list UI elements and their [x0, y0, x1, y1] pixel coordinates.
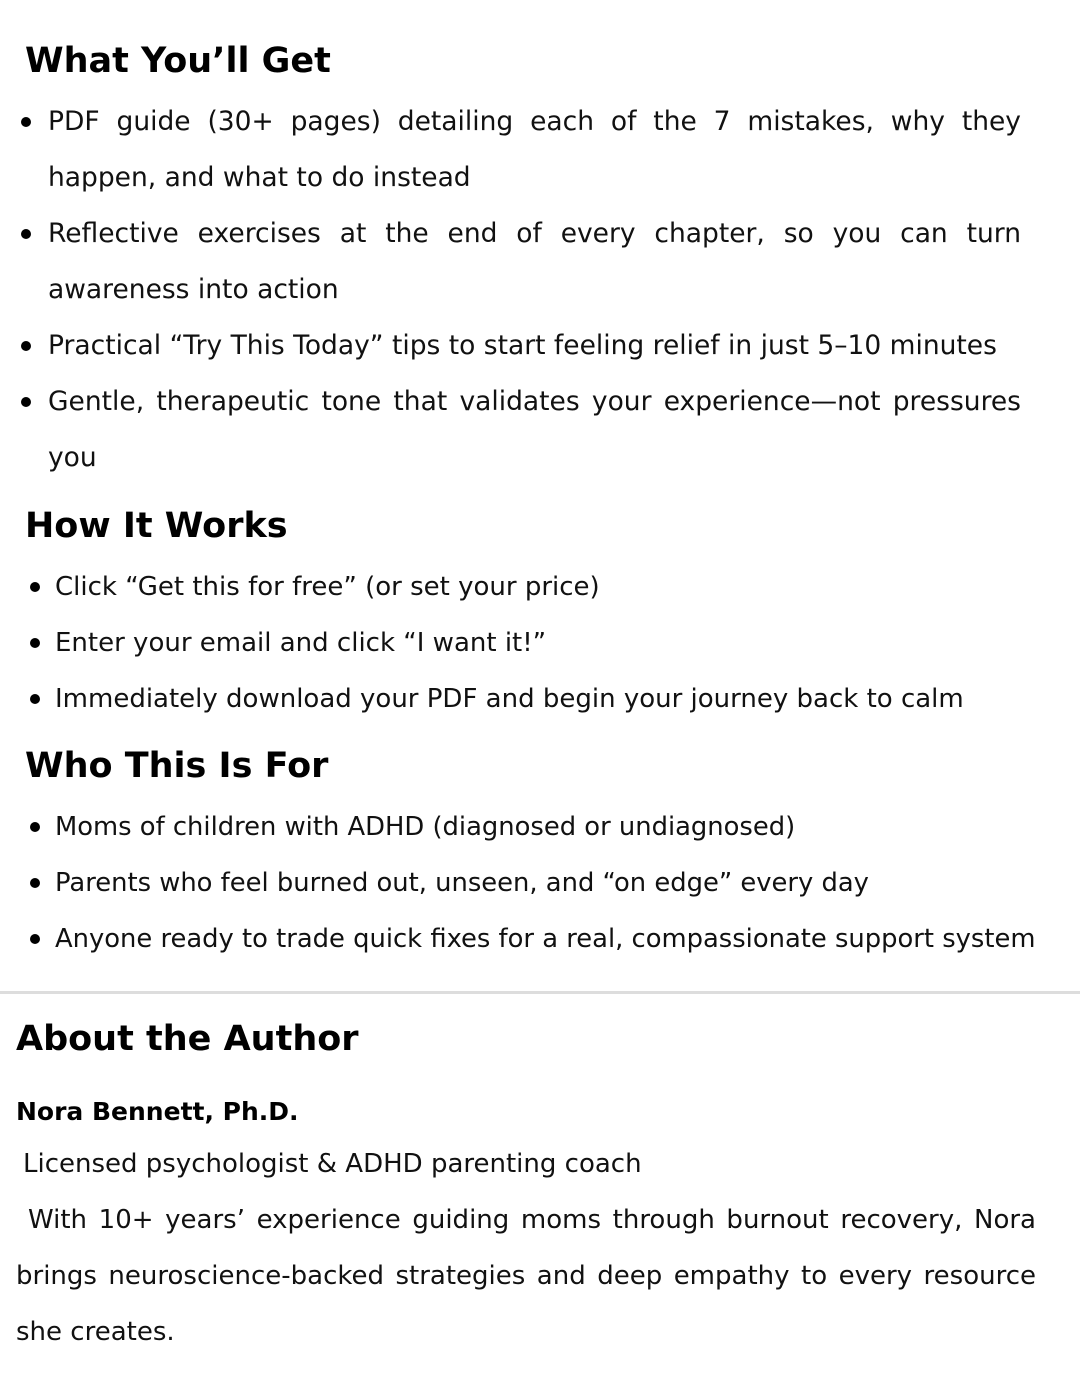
- what-youll-get-list: [0, 94, 1080, 486]
- what-youll-get-section: [0, 38, 1080, 486]
- how-it-works-list: [0, 559, 1080, 727]
- list-item: Parents who feel burned out, unseen, and “on edge” every day: [0, 855, 1080, 911]
- how-it-works-heading: How It Works: [25, 506, 288, 546]
- what-youll-get-heading: What You’ll Get: [25, 41, 331, 81]
- list-item: Enter your email and click “I want it!”: [0, 615, 1080, 671]
- section-divider: [0, 991, 1080, 994]
- author-name: Nora Bennett, Ph.D.: [16, 1097, 299, 1126]
- list-item: PDF guide (30+ pages) detailing each of the 7 mistakes, why they happen, and what to do instead: [0, 94, 1021, 206]
- author-role: Licensed psychologist & ADHD parenting coach: [23, 1149, 642, 1179]
- list-item: Immediately download your PDF and begin your journey back to calm: [0, 671, 1080, 727]
- who-this-is-for-heading: Who This Is For: [25, 746, 329, 786]
- list-item: Click “Get this for free” (or set your price): [0, 559, 1080, 615]
- about-author-heading: About the Author: [16, 1019, 359, 1059]
- how-it-works-section: [0, 503, 1080, 727]
- list-item: Gentle, therapeutic tone that validates your experience—not pressures you: [0, 374, 1021, 486]
- about-author-section: [16, 1016, 1036, 1360]
- list-item: Practical “Try This Today” tips to start feeling relief in just 5–10 minutes: [0, 318, 1021, 374]
- author-bio: With 10+ years’ experience guiding moms through burnout recovery, Nora brings neuroscience-backed strategies and deep empathy to every resource she creates.: [16, 1205, 1036, 1347]
- who-this-is-for-section: [0, 743, 1080, 967]
- list-item: Moms of children with ADHD (diagnosed or undiagnosed): [0, 799, 1080, 855]
- list-item: Reflective exercises at the end of every chapter, so you can turn awareness into action: [0, 206, 1021, 318]
- who-this-is-for-list: [0, 799, 1080, 967]
- list-item: Anyone ready to trade quick fixes for a real, compassionate support system: [0, 911, 1080, 967]
